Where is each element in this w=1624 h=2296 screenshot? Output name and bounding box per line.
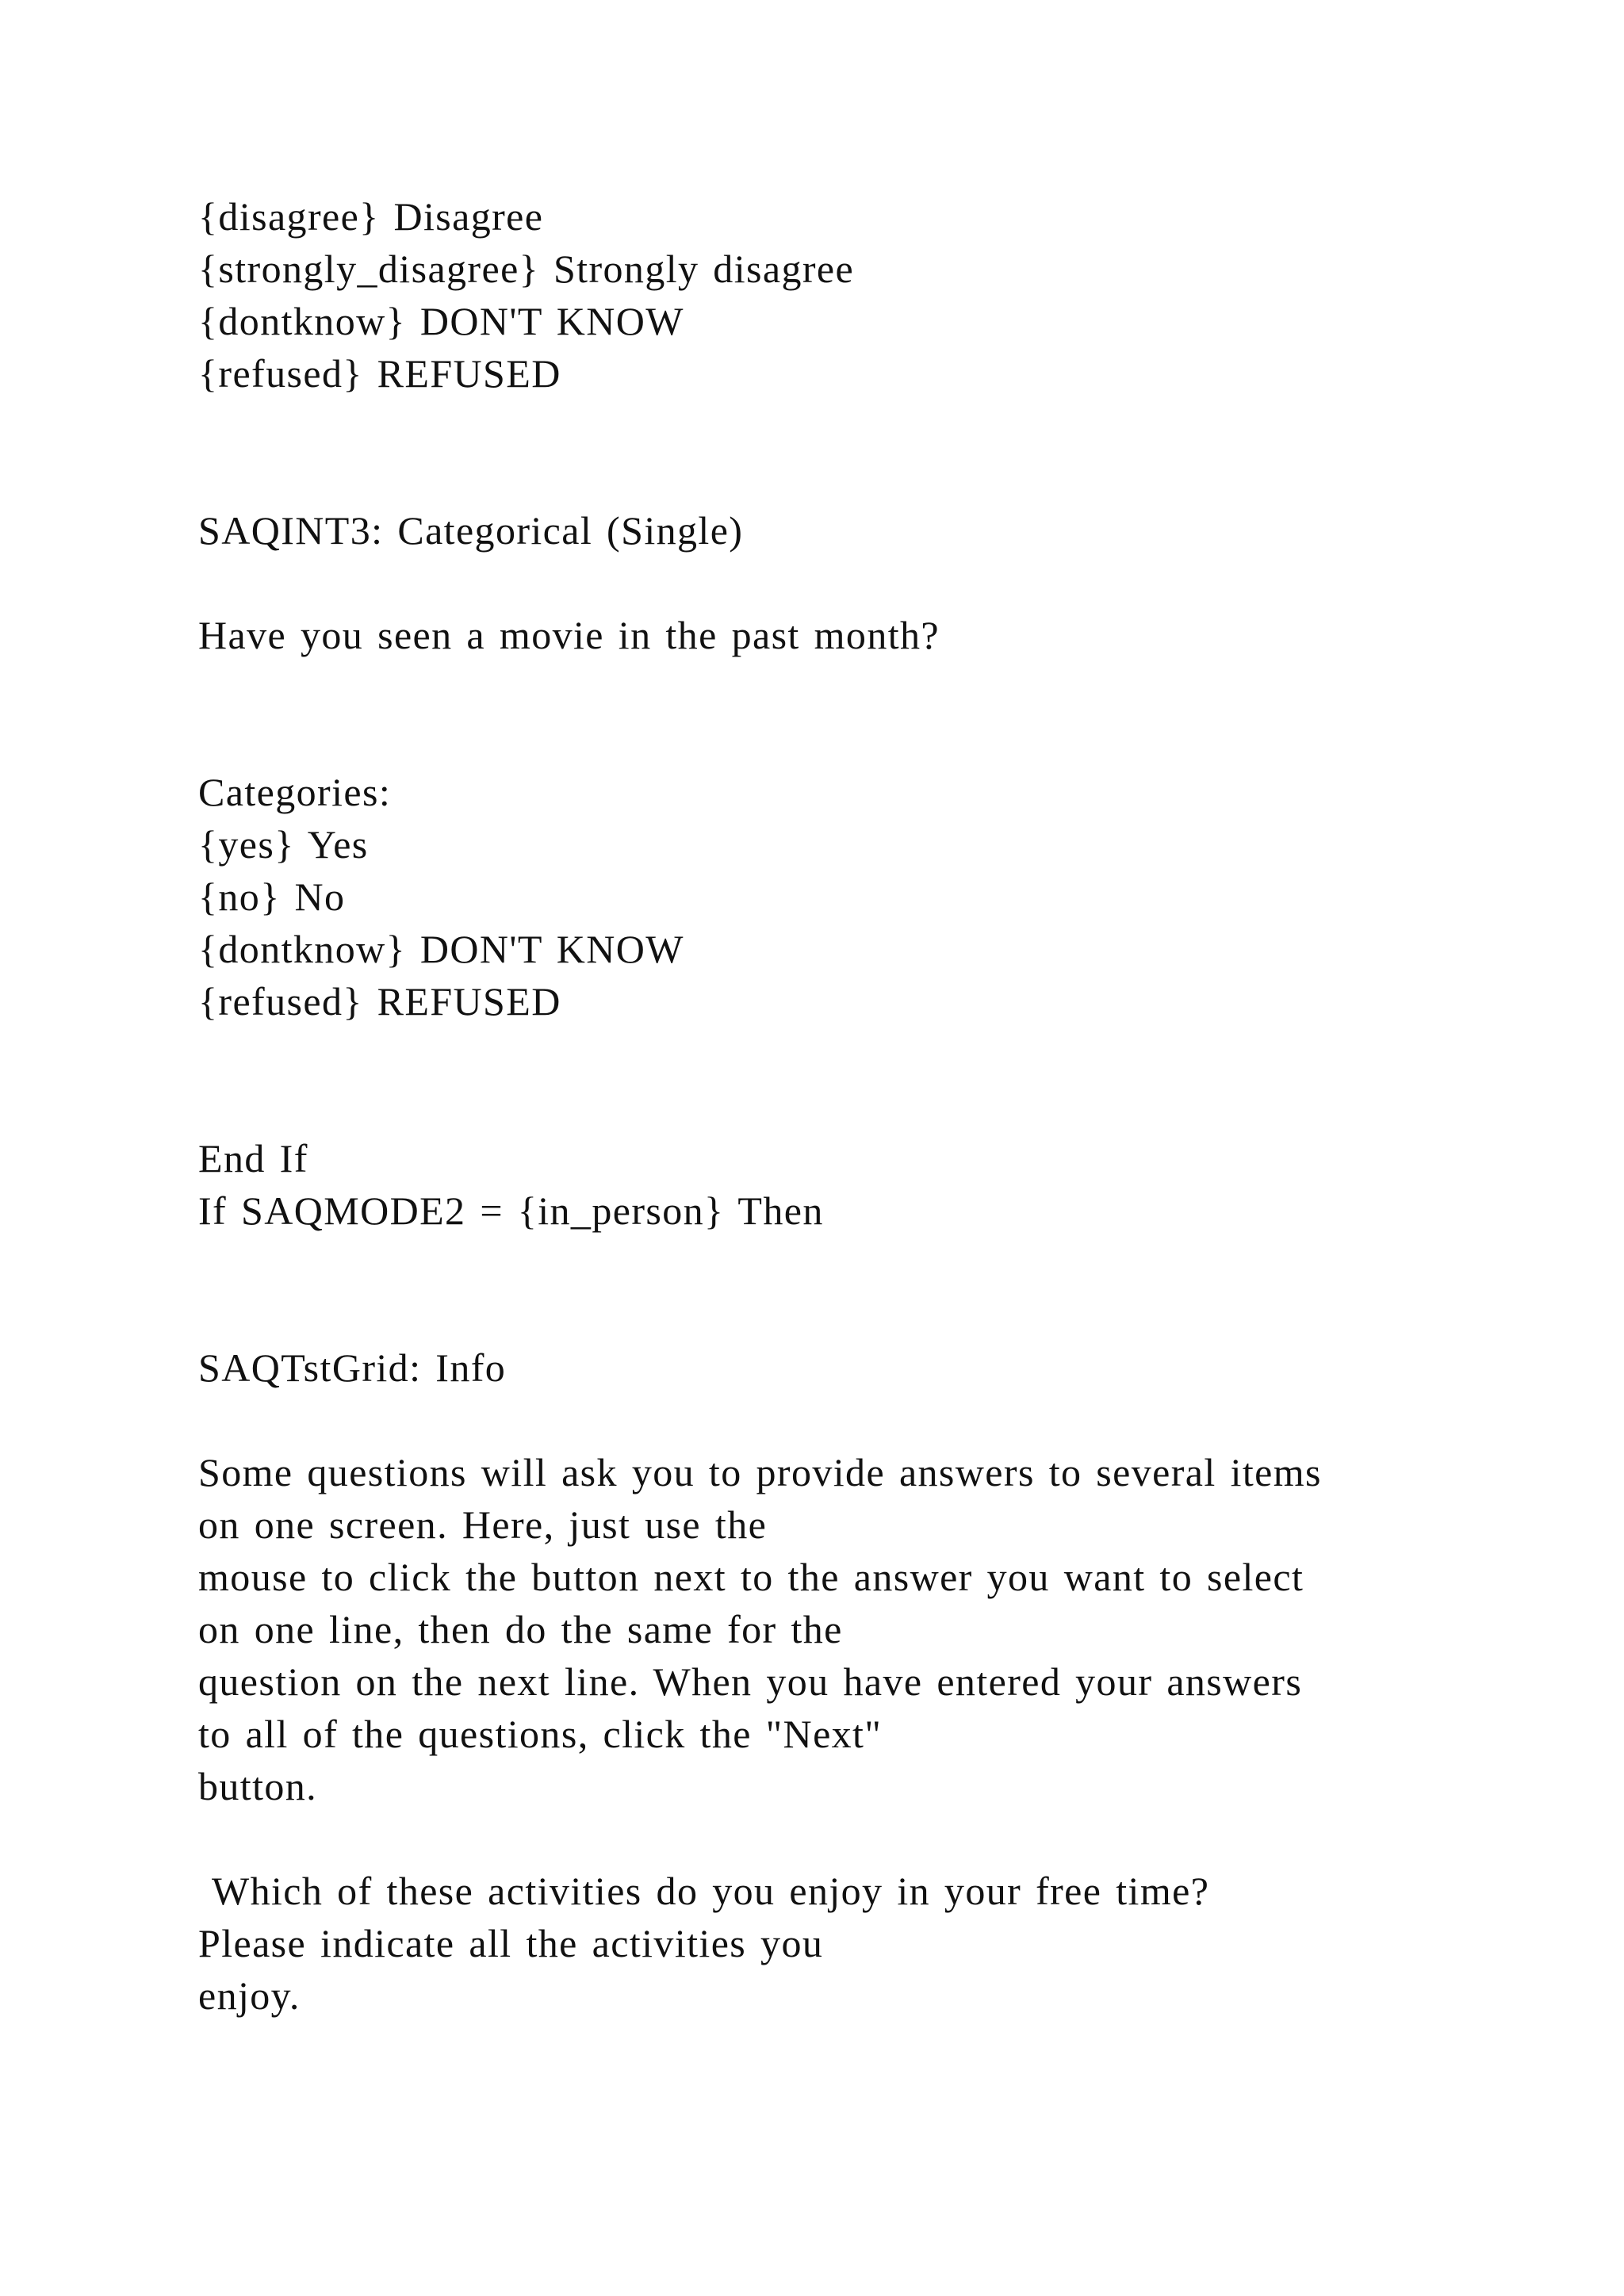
option-strongly-disagree: {strongly_disagree} Strongly disagree — [198, 247, 855, 291]
saqint3-section — [198, 504, 1507, 1027]
instruction-line: to all of the questions, click the "Next" — [198, 1712, 883, 1756]
response-options-block — [198, 190, 1507, 400]
instruction-line: on one screen. Here, just use the — [198, 1502, 768, 1547]
option-yes: {yes} Yes — [198, 822, 369, 867]
saqtstgrid-header: SAQTstGrid: Info — [198, 1345, 507, 1390]
saqint3-question: Have you seen a movie in the past month? — [198, 613, 940, 657]
question-line: Which of these activities do you enjoy in your free time? — [198, 1869, 1210, 1913]
instruction-line: Some questions will ask you to provide answers to several items — [198, 1450, 1322, 1494]
option-refused: {refused} REFUSED — [198, 979, 561, 1024]
instruction-line: mouse to click the button next to the answer you want to select — [198, 1555, 1304, 1599]
document-page — [198, 190, 1507, 2022]
option-disagree: {disagree} Disagree — [198, 194, 544, 239]
if-condition-line: If SAQMODE2 = {in_person} Then — [198, 1188, 824, 1233]
logic-block — [198, 1132, 1507, 1237]
saqtstgrid-section — [198, 1341, 1507, 2022]
option-dontknow: {dontknow} DON'T KNOW — [198, 927, 684, 971]
categories-label: Categories: — [198, 770, 392, 814]
option-refused: {refused} REFUSED — [198, 351, 561, 396]
instruction-line: question on the next line. When you have entered your answers — [198, 1659, 1303, 1704]
question-line: enjoy. — [198, 1973, 301, 2018]
end-if-line: End If — [198, 1136, 308, 1181]
instruction-line: button. — [198, 1764, 318, 1808]
saqint3-header: SAQINT3: Categorical (Single) — [198, 508, 744, 553]
option-no: {no} No — [198, 874, 346, 919]
instruction-line: on one line, then do the same for the — [198, 1607, 843, 1651]
question-line: Please indicate all the activities you — [198, 1921, 824, 1965]
option-dontknow: {dontknow} DON'T KNOW — [198, 299, 684, 343]
